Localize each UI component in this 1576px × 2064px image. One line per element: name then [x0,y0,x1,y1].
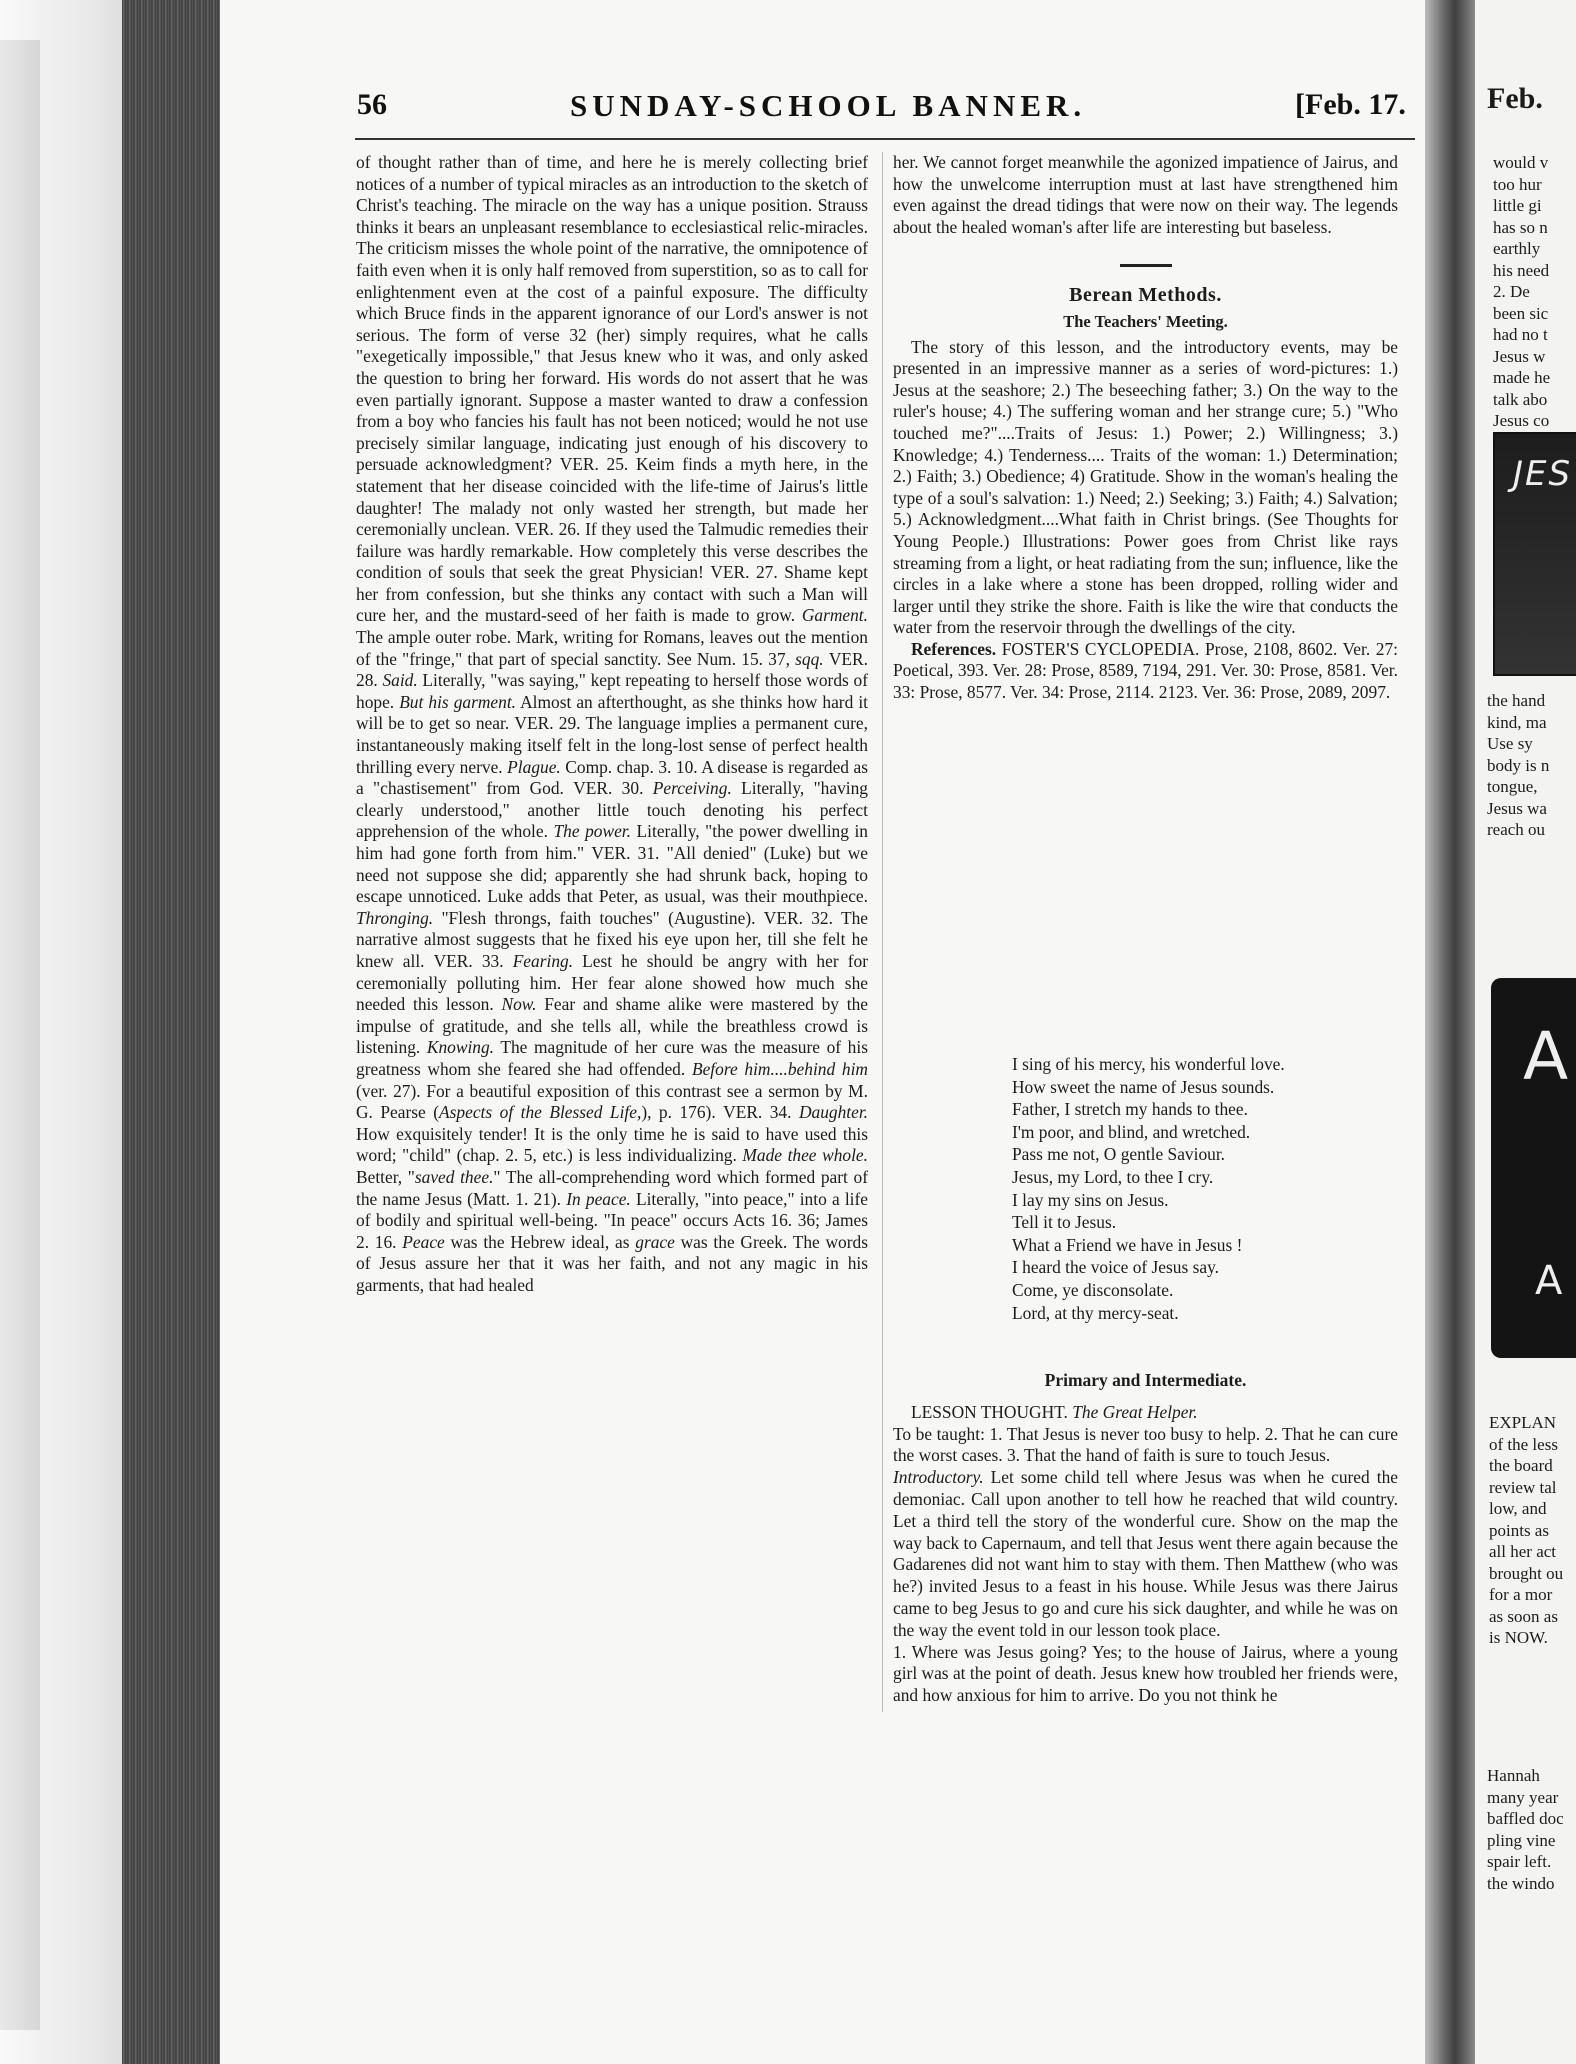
hymn-line: Come, ye disconsolate. [1012,1279,1174,1300]
facing-line: been sic [1493,303,1549,323]
hymn-line: How sweet the name of Jesus sounds. [1012,1076,1275,1097]
verse-ref: VER. 31. [591,843,660,863]
left-column-paragraph [356,152,868,1296]
berean-methods-heading: Berean Methods. [1069,284,1222,307]
keyword: The power. [553,821,631,842]
teachers-meeting-heading: The Teachers' Meeting. [1063,311,1228,331]
text-run: Literally, "the power dwelling in him had gone forth from him." [356,821,868,863]
verse-ref: VER. 32. [763,907,833,928]
facing-page-explanation [1489,1412,1563,1649]
facing-line: brought ou [1489,1563,1564,1583]
facing-line: body is n [1487,755,1550,775]
facing-line: made he [1493,368,1551,387]
keyword: Knowing. [426,1037,495,1058]
hymn-line: I heard the voice of Jesus say. [1012,1257,1220,1278]
facing-line: Jesus w [1493,346,1546,366]
text-run: ), p. 176). [641,1102,724,1123]
verse-ref: VER. 33. [433,950,504,971]
column-divider [882,152,883,1712]
keyword: Peace [402,1231,445,1252]
references-text: Prose, 2108, 8602. Ver. 27: Poetical, 393. Ver. 28: Prose, 8589, 7194, 291. Ver. 30: Prose, 8581. Ver. 33: Prose, 8577. Ver. 34: Prose, 2114. 2123. Ver. 36: Prose, 2089, 2097. [893,638,1398,703]
text-run: The narrative almost suggests that he fixed his eye upon her, till she felt he knew all. [356,907,868,971]
keyword: Fearing. [512,950,574,971]
question-paragraph: 1. Where was Jesus going? Yes; to the house of Jairus, where a young girl was at the point of death. Jesus knew how troubled her friends were, and how anxious for him to arrive. Do you not think he [893,1641,1398,1706]
primary-intermediate-section [893,1370,1398,1707]
facing-line: tongue, [1487,777,1538,796]
facing-line: Jesus wa [1487,798,1547,818]
text-run: Better, " [356,1166,415,1187]
introductory-label: Introductory. [893,1467,984,1488]
keyword: Garment. [801,605,868,626]
introductory-paragraph [893,1467,1398,1641]
hymn-line: Tell it to Jesus. [1012,1212,1117,1233]
verse-ref: VER. 29. [514,713,581,734]
facing-line: spair left. [1487,1852,1552,1871]
references-label: References. [911,638,997,659]
illustration-lettering: A [1523,1018,1569,1095]
text-run: (ver. 27). For a beautiful exposition of this contrast see a sermon by M. G. Pearse ( [356,1080,868,1123]
hymn-line: What a Friend we have in Jesus ! [1012,1234,1243,1255]
facing-line: pling vine [1487,1830,1556,1850]
keyword: Aspects of the Blessed Life, [439,1102,642,1123]
text-run: Almost an afterthought, as she thinks how hard it will be to get so near. [356,691,868,734]
text-run: Literally, "having clearly understood," another little touch denoting his perfect apprehension of the whole. [356,778,868,842]
references-source: FOSTER'S CYCLOPEDIA. [1001,638,1200,659]
facing-line: the hand [1487,691,1546,710]
to-be-taught: To be taught: 1. That Jesus is never too busy to help. 2. That he can cure the worst cases. 3. That the hand of faith is sure to touch Jesus. [893,1423,1398,1466]
keyword: Thronging. [356,907,434,928]
facing-page-text-mid [1487,690,1549,841]
keyword: In peace. [566,1188,631,1209]
section-separator [1120,264,1172,267]
hymn-line: Lord, at thy mercy-seat. [1012,1302,1179,1323]
facing-line: the windo [1487,1873,1555,1893]
facing-line: little gi [1493,196,1542,215]
keyword: grace [635,1231,675,1252]
hymn-line: I sing of his mercy, his wonderful love. [1012,1054,1285,1074]
facing-line: would v [1493,153,1549,172]
keyword: Made thee whole. [742,1145,868,1166]
publication-title: SUNDAY-SCHOOL BANNER. [570,88,1087,123]
hymn-line: I lay my sins on Jesus. [1012,1189,1169,1210]
text-run [643,778,652,798]
keyword: Perceiving. [652,778,732,799]
text-run: Lest he should be angry with her for ceremonially polluting him. Her fear alone showed how much she needed this lesson. [356,950,869,1015]
text-run: Fear and shame alike were mastered by the impulse of gratitude, and she tells all, while the breathless crowd is listening. [356,994,868,1058]
facing-line: has so n [1493,217,1548,237]
facing-line: had no t [1493,325,1548,344]
facing-line: earthly [1493,239,1541,258]
lesson-thought-label: LESSON THOUGHT. [911,1401,1068,1422]
facing-page-text-top [1493,152,1550,432]
facing-page-text-bottom [1487,1765,1564,1894]
teachers-meeting-text: The story of this lesson, and the introductory events, may be presented in an impressive manner as a series of word-pictures: 1.) Jesus at the seashore; 2.) The beseeching father; 3.) On the way to the ruler's house; 4.) The suffering woman and her strange cure; 5.) "Who touched me?"....Traits of Jesus: 1.) Power; 2.) Willingness; 3.) Knowledge; 4.) Tenderness.... Traits of the woman: 1.) Determination; 2.) Faith; 3.) Obedience; 4) Gratitude. Show in the woman's healing the type of a soul's salvation: 1.) Need; 2.) Seeking; 3.) Faith; 4.) Salvation; 5.) Acknowledgment....What faith in Christ brings. (See Thoughts for Young People.) Illustrations: Power goes from Christ like rays streaming from a light, or heat radiating from the sun; influence, like the circles in a lake where a stone has been dropped, rolling wider and larger until they strike the shore. Faith is like the wire that conducts the water from the reservoir through the dwellings of the city. [893,336,1398,638]
right-column [893,152,1398,704]
text-run: How exquisitely tender! It is the only time he is said to have used this word; "child" (chap. 2. 5, etc.) is less individualizing. [356,1123,868,1166]
facing-line: low, and [1489,1499,1547,1518]
facing-line: many year [1487,1787,1559,1807]
verse-ref: VER. 27. [710,562,778,583]
lesson-thought [893,1402,1398,1424]
facing-line: 2. De [1493,282,1530,301]
book-page-edges [122,0,220,2064]
facing-illustration-2 [1491,978,1576,1358]
facing-line: EXPLAN [1489,1413,1557,1432]
keyword: Plague. [507,756,561,777]
introductory-text: Let some child tell where Jesus was when he cured the demoniac. Call upon another to tell how he reached that wild country. Let a third tell the story of the wonderful cure. Show on the map the way back to Capernaum, and tell that Jesus went there again because the Gadarenes did not want him to stay with them. Then Matthew (who was he?) invited Jesus to a feast in his house. While Jesus was there Jairus came to beg Jesus to go and cure his sick daughter, and while he was on the way the event told in our lesson took place. [893,1467,1398,1640]
facing-line: as soon as [1489,1606,1558,1626]
facing-line: Use sy [1487,734,1533,753]
hymn-line: Jesus, my Lord, to thee I cry. [1012,1166,1214,1187]
keyword: saved thee. [414,1166,494,1187]
facing-line: Jesus co [1493,411,1550,430]
hymn-line: I'm poor, and blind, and wretched. [1012,1121,1251,1142]
text-run: Literally, "was saying," kept repeating to herself those words of hope. [356,670,868,712]
illustration-lettering: JES [1513,454,1573,494]
page-number: 56 [357,88,387,121]
left-column [356,152,868,1296]
text-run: "All denied" (Luke) but we need not suppose she did; apparently she had shrunk back, hoping to escape unnoticed. Luke adds that Peter, as usual, was their mouthpiece. [356,843,868,907]
facing-line: baffled doc [1487,1809,1564,1828]
text-run: Literally, "into peace," into a life of bodily and spiritual well-being. "In peace" occurs Acts 16. 36; James 2. 16. [356,1188,869,1252]
facing-line: reach ou [1487,820,1546,839]
keyword: sqq. [795,648,824,669]
illustration-lettering: A [1535,1258,1563,1304]
facing-line: the board [1489,1456,1553,1475]
keyword: Before him....behind him [691,1058,868,1079]
text-run: of thought rather than of time, and here he is merely collecting brief notices of a number of typical miracles as an introduction to the sketch of Christ's teaching. The miracle on the way has a unique position. Strauss thinks it bears an unpleasant resemblance to ecclesiastical relic-miracles. The criticism misses the whole point of the narrative, the omnipotence of faith even when it is only half removed from superstition, so as to call for enlightenment even at the cost of a painful exposure. The difficulty which Bruce finds in the apparent ignorance of our Lord's answer is not serious. The form of verse 32 (her) simply requires, what he calls "exegetically impossible," that Jesus knew who it was, and only asked the question to bring her forward. His words do not assert that he was even partially ignorant. Suppose a master wanted to draw a confession from a boy who fancies his fault has not been noticed; would he not use precisely similar language, indicating just enough of his discovery to persuade acknowledgment? [356,152,868,475]
facing-illustration-1 [1493,432,1576,676]
facing-line: all her act [1489,1542,1557,1561]
lesson-thought-title: The Great Helper. [1072,1401,1198,1422]
text-run: Shame kept her from confession, but she thinks any contact with such a Man will cure her, and the mustard-seed of her faith is made to grow. [356,562,868,626]
text-run: "Flesh throngs, faith touches" (Augustine). [433,907,764,928]
verse-ref: VER. 26. [514,519,581,540]
facing-line: points as [1489,1520,1549,1540]
text-run: The language implies a permanent cure, instantaneously making itself felt in the long-lost sense of perfect health thrilling every nerve. [356,713,869,777]
verse-ref: VER. 25. [559,454,629,475]
facing-line: his need [1493,260,1550,280]
continuation-paragraph: her. We cannot forget meanwhile the agonized impatience of Jairus, and how the unwelcome interruption must at last have strengthened him even against the dread tidings that were now on their way. The legends about the healed woman's after life are interesting but baseless. [893,152,1398,237]
text-run: Keim finds a myth here, in the statement that her disease coincided with the life-time of Jairus's little daughter! The malady not only wasted her strength, but made her ceremonially unclean. [356,454,869,540]
keyword: Now. [501,994,537,1015]
verse-ref: VER. 34. [723,1102,792,1123]
scanner-shadow [0,40,40,2030]
text-run [504,951,513,971]
keyword: Said. [382,670,418,691]
facing-line: for a mor [1489,1585,1553,1604]
facing-line: Hannah [1487,1766,1540,1785]
facing-line: talk abo [1493,389,1548,409]
primary-intermediate-heading: Primary and Intermediate. [1044,1370,1247,1390]
facing-page [1475,0,1576,2064]
text-run [791,1102,798,1122]
header-rule [355,138,1415,140]
verse-ref: VER. 28. [356,648,868,691]
verse-ref: VER. 30. [573,778,644,799]
issue-date: [Feb. 17. [1295,88,1406,121]
text-run: The magnitude of her cure was the measure of his greatness whom she feared she had offended. [356,1037,868,1079]
facing-line: is NOW. [1489,1628,1548,1647]
facing-line: review tal [1489,1477,1557,1497]
text-run: If they used the Talmudic remedies their failure was hardly remarkable. How completely this verse describes the condition of souls that seek the great Physician! [356,519,868,583]
references-paragraph [893,639,1398,704]
facing-line: kind, ma [1487,712,1547,732]
hymn-line: Father, I stretch my hands to thee. [1012,1099,1248,1120]
facing-line: of the less [1489,1434,1558,1454]
hymn-line: Pass me not, O gentle Saviour. [1012,1144,1226,1165]
text-run: The ample outer robe. Mark, writing for Romans, leaves out the mention of the "fringe," that part of special sanctity. See Num. 15. 37, [356,627,868,669]
text-run: was the Greek. The words of Jesus assure her that it was her faith, and not any magic in his garments, that had healed [356,1231,868,1295]
hymn-list [1012,1053,1285,1324]
text-run: Comp. chap. 3. 10. A disease is regarded as a "chastisement" from God. [356,756,868,799]
facing-line: too hur [1493,174,1542,194]
text-run: was the Hebrew ideal, as [444,1231,636,1252]
book-gutter [1425,0,1475,2064]
keyword: But his garment. [399,691,517,712]
keyword: Daughter. [798,1102,869,1123]
text-run: " The all-comprehending word which formed part of the name Jesus (Matt. 1. 21). [356,1166,868,1209]
facing-page-header: Feb. [1487,82,1543,115]
